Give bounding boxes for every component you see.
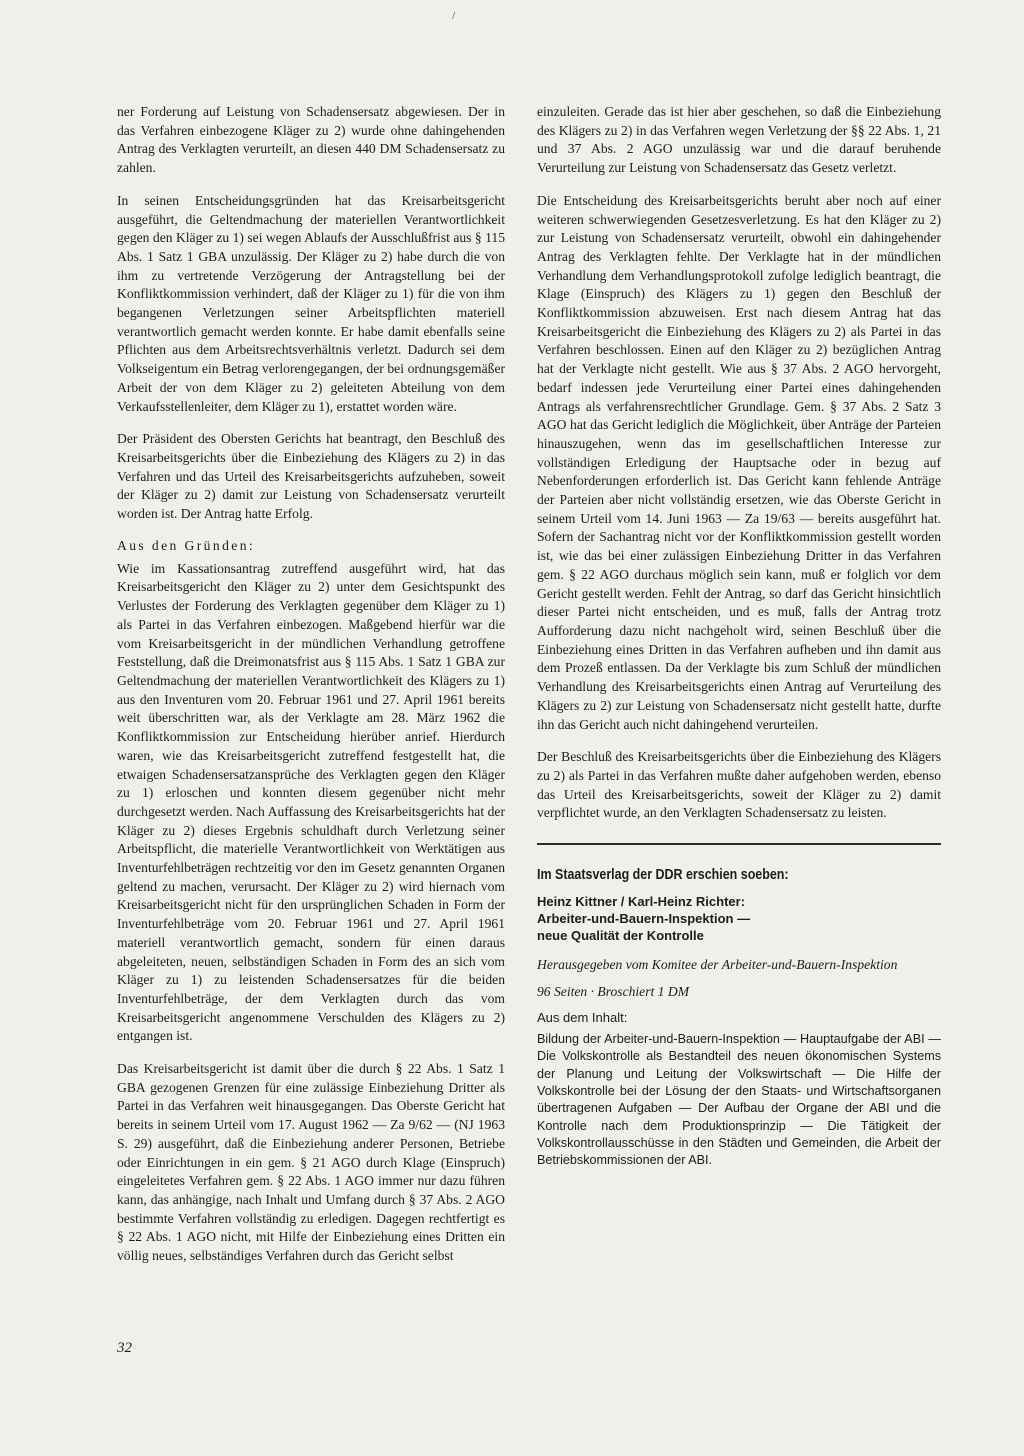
page-number: 32 [117, 1340, 132, 1356]
ad-contents-label: Aus dem Inhalt: [537, 1010, 628, 1026]
ad-contents: Bildung der Arbeiter-und-Bauern-Inspektion — Hauptaufgabe der ABI — Die Volkskontrolle als Bestandteil des neuen ökonomischen Systems der Planung und Leitung der Volkswirtschaft — Die Hilfe der Volkskontrolle bei der Lösung der den Staats- und Wirtschaftsorganen übertragenen Aufgaben — Der Aufbau der Organe der ABI und die Kontrolle nach dem Produktionsprinzip — Die Tätigkeit der Volkskontrollausschüsse in den Städten und Gemeinden, die Arbeit der Betriebskommissionen der ABI. [537, 1032, 941, 1168]
paragraph: In seinen Entscheidungsgründen hat das Kreisarbeitsgericht ausgeführt, die Geltendmachung der materiellen Verantwortlichkeit gegen den Kläger zu 1) sei wegen Ablaufs der Ausschlußfrist aus § 115 Abs. 1 Satz 1 GBA unzulässig. Der Kläger zu 2) habe durch die von ihm zu vertretende Verzögerung der Antragstellung bei der Konfliktkommission verhindert, daß der Kläger zu 1) für die von ihm begangenen Verletzungen seiner Arbeitspflichten materiell verantwortlich gemacht werden konnte. Er habe damit ebenfalls seine Pflichten aus dem Arbeitsrechtsverhältnis verletzt. Dadurch sei dem Volkseigentum ein Betrag verlorengegangen, der bei ordnungsgemäßer Arbeit der von dem Kläger zu 2) geleiteten Abteilung von dem Verkaufsstellenleiter, dem Kläger zu 1), erstattet worden wäre. [117, 192, 505, 414]
scan-mark: / [452, 8, 456, 22]
left-column [117, 103, 505, 1280]
divider [537, 843, 941, 845]
paragraph: Der Präsident des Obersten Gerichts hat beantragt, den Beschluß des Kreisarbeitsgerichts über die Einbeziehung des Klägers zu 2) in das Verfahren und das Urteil des Kreisarbeitsgerichts aufzuheben, soweit der Kläger zu 2) damit zur Leistung von Schadensersatz verurteilt worden ist. Der Antrag hatte Erfolg. [117, 431, 505, 522]
ad-authors: Heinz Kittner / Karl-Heinz Richter: [537, 894, 746, 910]
paragraph: ner Forderung auf Leistung von Schadensersatz abgewiesen. Der in das Verfahren einbezogene Kläger zu 2) wurde ohne dahingehenden Antrag des Verklagten verurteilt, an diesen 440 DM Schadensersatz zu zahlen. [117, 104, 505, 176]
section-heading: Aus den Gründen: [117, 537, 256, 553]
paragraph: Die Entscheidung des Kreisarbeitsgerichts beruht aber noch auf einer weiteren schwerwiegenden Gesetzesverletzung. Es hat den Kläger zu 2) zur Leistung von Schadensersatz verurteilt, obwohl ein dahingehender Antrag des Verklagten fehlte. Der Verklagte hat in der mündlichen Verhandlung dem Verhandlungsprotokoll zufolge lediglich beantragt, die Klage (Einspruch) des Klägers zu 1) gegen den Beschluß der Konfliktkommission abzuweisen. Erst nach diesem Antrag hat das Kreisarbeitsgericht die Einbeziehung des Klägers zu 2) als Partei in das Verfahren beschlossen. Einen auf den Kläger zu 2) bezüglichen Antrag hat der Verklagte nicht gestellt. Wie aus § 37 Abs. 2 AGO hervorgeht, bedarf indessen jede Verurteilung einer Partei eines dahingehenden Antrags als verfahrensrechtlicher Grundlage. Gem. § 37 Abs. 2 Satz 3 AGO hat das Gericht lediglich die Möglichkeit, über Anträge der Parteien hinauszugehen, wenn das im gesellschaftlichen Interesse zur vollständigen Erledigung der Hauptsache oder in bezug auf Nebenforderungen erforderlich ist. Das Gericht kann fehlende Anträge der Parteien aber nicht vollständig ersetzen, wie das Oberste Gericht in seinem Urteil vom 14. Juni 1963 — Za 19/63 — bereits ausgeführt hat. Sofern der Sachantrag nicht vor der Konfliktkommission gestellt worden ist, wie das bei einer zulässigen Einbeziehung Dritter in das Verfahren gem. § 22 AGO durchaus möglich sein kann, muß er folglich vor dem Gericht gestellt werden. Fehlt der Antrag, so darf das Gericht hinsichtlich dieser Partei nicht entscheiden, und es muß, falls der Antrag trotz Aufforderung dazu nicht nachgeholt wird, seinen Beschluß über die Einbeziehung eines Dritten in das Verfahren aufheben und ihn damit aus dem Prozeß entlassen. Da der Verklagte bis zum Schluß der mündlichen Verhandlung des Kreisarbeitsgerichts einen Antrag auf Verurteilung des Klägers zu 2) zur Leistung von Schadensersatz nicht gestellt hatte, durfte ihn das Gericht auch nicht dahingehend verurteilen. [537, 192, 941, 732]
ad-editor: Herausgegeben vom Komitee der Arbeiter-und-Bauern-Inspektion [537, 957, 898, 973]
paragraph: Der Beschluß des Kreisarbeitsgerichts über die Einbeziehung des Klägers zu 2) als Partei in das Verfahren mußte daher aufgehoben werden, ebenso das Urteil des Kreisarbeitsgerichts, soweit der Kläger zu 2) damit verpflichtet wurde, an den Verklagten Schadensersatz zu leisten. [537, 749, 941, 821]
paragraph: einzuleiten. Gerade das ist hier aber geschehen, so daß die Einbeziehung des Klägers zu 2) in das Verfahren wegen Verletzung der §§ 22 Abs. 1, 21 und 37 Abs. 2 AGO unzulässig war und die darauf beruhende Verurteilung zur Leistung von Schadensersatz das Gesetz verletzt. [537, 104, 941, 176]
ad-book-title [537, 910, 941, 944]
paragraph: Das Kreisarbeitsgericht ist damit über die durch § 22 Abs. 1 Satz 1 GBA gezogenen Grenzen für eine zulässige Einbeziehung Dritter als Partei in das Verfahren weit hinausgegangen. Das Oberste Gericht hat bereits in seinem Urteil vom 17. August 1962 — Za 9/62 — (NJ 1963 S. 29) ausgeführt, daß die Einbeziehung anderer Personen, Betriebe oder Einrichtungen in ein gem. § 21 AGO durch Klage (Einspruch) eingeleitetes Verfahren gem. § 22 Abs. 1 AGO immer nur dazu führen kann, das anhängige, nach Inhalt und Umfang durch § 37 Abs. 2 AGO bestimmte Verfahren vollständig zu erledigen. Dagegen rechtfertigt es § 22 Abs. 1 AGO nicht, mit Hilfe der Einbeziehung eines Dritten ein völlig neues, selbständiges Verfahren durch das Gericht selbst [117, 1061, 505, 1264]
paragraph: Wie im Kassationsantrag zutreffend ausgeführt wird, hat das Kreisarbeitsgericht den Kläger zu 2) unter dem Gesichtspunkt des Verlustes der Forderung des Verklagten gegenüber dem Kläger zu 1) als Partei in das Verfahren einbezogen. Maßgebend hierfür war die vom Kreisarbeitsgericht in der mündlichen Verhandlung getroffene Feststellung, daß die Dreimonatsfrist aus § 115 Abs. 1 Satz 1 GBA zur Geltendmachung der materiellen Verantwortlichkeit des Klägers zu 1) aus den Inventuren vom 20. Februar 1961 und 27. April 1961 bereits weit überschritten war, als der Verklagte am 28. März 1962 die Konfliktkommission zur Entscheidung hierüber anrief. Hierdurch waren, wie das Kreisarbeitsgericht zutreffend festgestellt hat, die etwaigen Schadensersatzansprüche des Verklagten gegen den Kläger zu 1) erloschen und konnten diesem gegenüber nicht mehr durchgesetzt werden. Nach Auffassung des Kreisarbeitsgerichts hat der Kläger zu 2) dieses Ergebnis schuldhaft durch Verletzung seiner Arbeitspflicht, die materielle Verantwortlichkeit von Werktätigen aus Inventurfehlbeträgen rechtzeitig vor den im Gesetz genannten Organen geltend zu machen, verursacht. Der Kläger zu 2) wird hiernach vom Kreisarbeitsgericht nicht für den ursprünglichen Schaden in Form der Inventurfehlbeträge vom 20. Februar 1961 und 27. April 1961 materiell verantwortlich gemacht, sondern für einen daraus abgeleiteten, neuen, selbständigen Schaden in Form des an sich vom Kläger zu 1) zu leistenden Schadensersatzes für die beiden Inventurfehlbeträge, der dem Verklagten durch das vom Kreisarbeitsgericht angenommene Verschulden des Klägers zu 2) entgangen ist. [117, 560, 505, 1044]
right-column [537, 103, 941, 1169]
ad-book-line: Arbeiter-und-Bauern-Inspektion — [537, 911, 751, 927]
advertisement [537, 867, 941, 1169]
ad-title: Im Staatsverlag der DDR erschien soeben: [537, 867, 789, 884]
ad-book-line: neue Qualität der Kontrolle [537, 928, 704, 944]
ad-details: 96 Seiten · Broschiert 1 DM [537, 984, 690, 1000]
